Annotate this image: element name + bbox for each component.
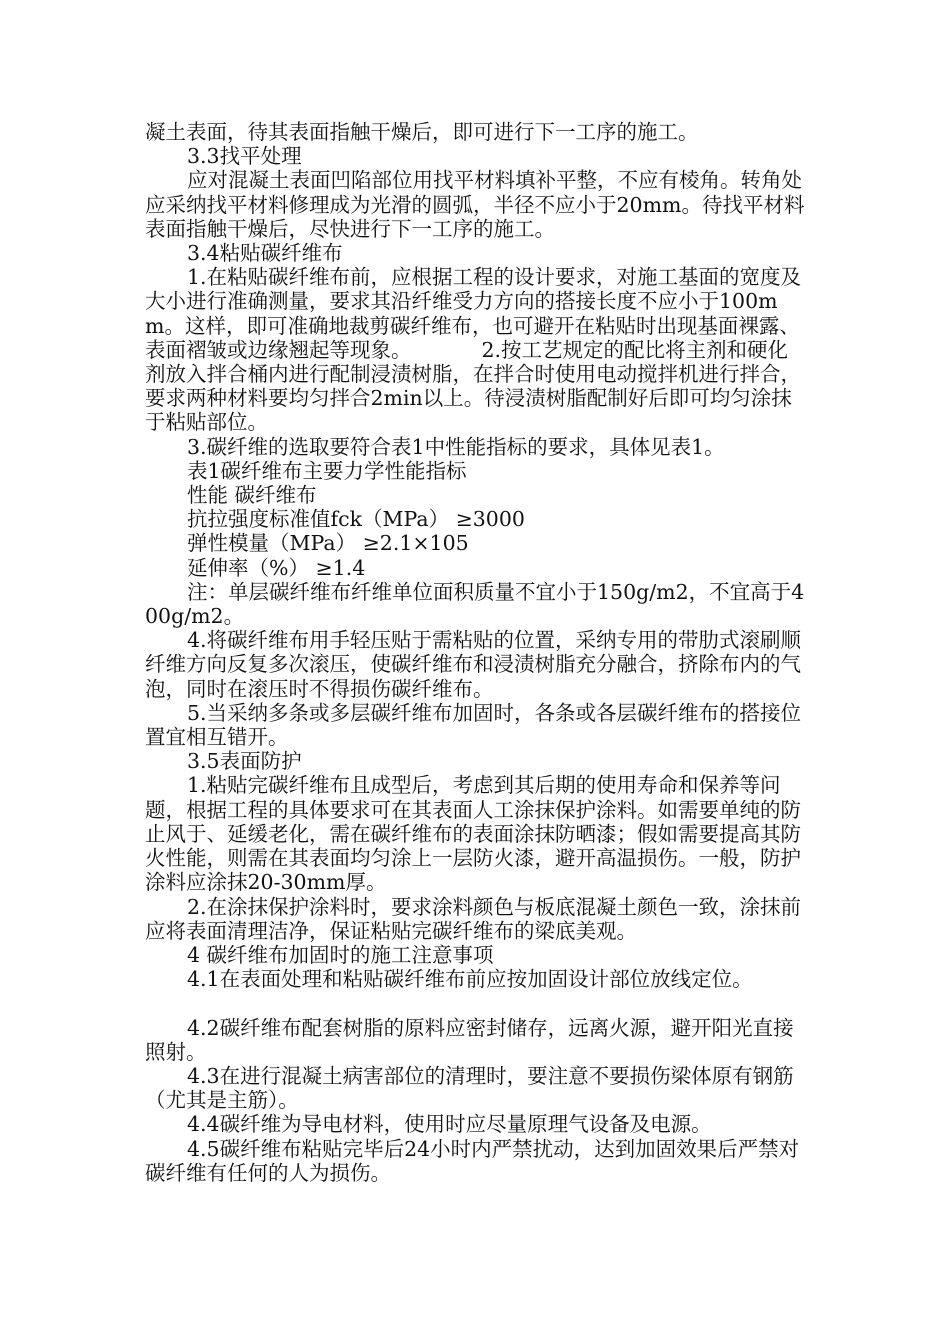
paragraph-12: 4.将碳纤维布用手轻压贴于需粘贴的位置，采纳专用的带肋式滚刷顺纤维方向反复多次滚压，使碳纤维布和浸渍树脂充分融合，挤除布内的气泡，同时在滚压时不得损伤碳纤维布。: [145, 628, 802, 701]
blank-line: [145, 991, 805, 1015]
table-note: 注：单层碳纤维布纤维单位面积质量不宜小于150g/m2，不宜高于400g/m2。: [145, 579, 805, 629]
paragraph-15: 1.粘贴完碳纤维布且成型后，考虑到其后期的使用寿命和保养等问题，根据工程的具体要求可在其表面人工涂抹保护涂料。如需要单纯的防止风于、延缓老化，需在碳纤维布的表面涂抹防晒漆；假如需要提高其防火性能，则需在其表面均匀涂上一层防火漆，避开高温损伤。一般，防护涂料应涂抹20-30mm厚。: [145, 773, 801, 895]
paragraph-0: 凝土表面，待其表面指触干燥后，即可进行下一工序的施工。: [145, 120, 699, 144]
table-row-elongation: 延伸率（%） ≥1.4: [187, 555, 366, 580]
heading-3-4: 3.4粘贴碳纤维布: [187, 241, 343, 266]
paragraph-4-4: 4.4碳纤维为导电材料，使用时应尽量原理气设备及电源。: [187, 1112, 712, 1137]
paragraph-4-tail: 2.按工艺规定的配比将主剂和硬化剂放入拌合桶内进行配制浸渍树脂，在拌合时使用电动搅拌机进行拌合，要求两种材料要均匀拌合2min以上。待浸渍树脂配制好后即可均匀涂抹于粘贴部位。: [145, 337, 801, 435]
heading-4: 4 碳纤维布加固时的施工注意事项: [187, 942, 494, 967]
paragraph-13: 5.当采纳多条或多层碳纤维布加固时，各条或各层碳纤维布的搭接位置宜相互错开。: [145, 700, 802, 750]
paragraph-4-main: 1.在粘贴碳纤维布前，应根据工程的设计要求，对施工基面的宽度及大小进行准确测量，要求其沿纤维受力方向的搭接长度不应小于100mm。这样，即可准确地裁剪碳纤维布，也可避开在粘贴时出现基面裸露、表面褶皱或边缘翘起等现象。: [145, 265, 802, 362]
paragraph-4-5: 4.5碳纤维布粘贴完毕后24小时内严禁扰动，达到加固效果后严禁对碳纤维有任何的人为损伤。: [145, 1136, 800, 1185]
heading-3-3: 3.3找平处理: [187, 144, 302, 169]
document-body: [145, 120, 805, 1185]
paragraph-4-1: 4.1在表面处理和粘贴碳纤维布前应按加固设计部位放线定位。: [187, 967, 753, 992]
table-row-tensile: 抗拉强度标准值fck（MPa） ≥3000: [187, 507, 525, 532]
table-row-modulus: 弹性模量（MPa） ≥2.1×105: [187, 531, 469, 556]
table-header-row: 性能 碳纤维布: [187, 483, 317, 508]
paragraph-4-3: 4.3在进行混凝土病害部位的清理时，要注意不要损伤梁体原有钢筋（尤其是主筋）。: [145, 1063, 794, 1113]
paragraph-5: 3.碳纤维的选取要符合表1中性能指标的要求，具体见表1。: [187, 434, 725, 459]
paragraph-16: 2.在涂抹保护涂料时，要求涂料颜色与板底混凝土颜色一致，涂抹前应将表面清理洁净，保证粘贴完碳纤维布的梁底美观。: [145, 894, 802, 943]
paragraph-2: 应对混凝土表面凹陷部位用找平材料填补平整，不应有棱角。转角处应采纳找平材料修理成为光滑的圆弧，半径不应小于20mm。待找平材料表面指触干燥后，尽快进行下一工序的施工。: [145, 168, 805, 241]
heading-3-5: 3.5表面防护: [187, 749, 302, 774]
table-title: 表1碳纤维布主要力学性能指标: [187, 458, 467, 483]
paragraph-4-2: 4.2碳纤维布配套树脂的原料应密封储存，远离火源，避开阳光直接照射。: [145, 1015, 794, 1064]
paragraph-4: [145, 265, 805, 434]
